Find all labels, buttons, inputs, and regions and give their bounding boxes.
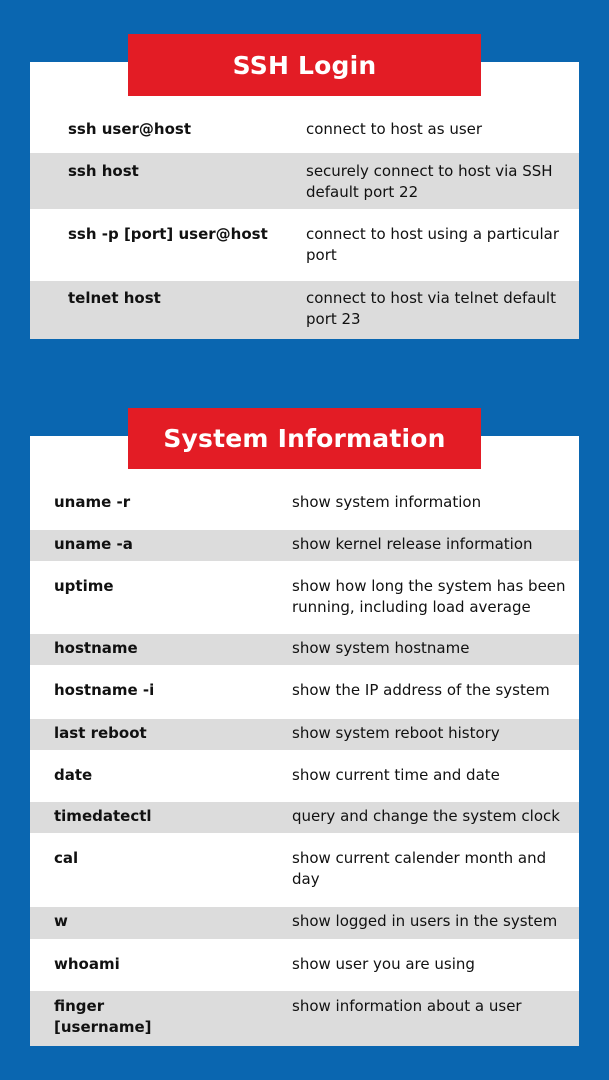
command-text: finger [username] [54, 997, 152, 1036]
description-text: show system reboot history [292, 724, 500, 742]
system-information-card [30, 436, 579, 1046]
command-text: timedatectl [54, 807, 152, 825]
command-text: ssh host [68, 162, 139, 180]
description-text: show current calender month and day [292, 849, 547, 888]
command-text: telnet host [68, 289, 161, 307]
table-row [30, 281, 579, 339]
command-text: uname -a [54, 535, 133, 553]
description-text: show system information [292, 493, 482, 511]
section-title-banner [128, 34, 481, 96]
description-text: connect to host using a particular port [306, 225, 559, 264]
table-row [30, 469, 579, 530]
command-text: cal [54, 849, 79, 867]
description-text: show information about a user [292, 997, 522, 1015]
description-text: show logged in users in the system [292, 912, 558, 930]
description-text: show how long the system has been running, including load average [292, 577, 566, 616]
table-row [30, 530, 579, 561]
ssh-login-card [30, 62, 579, 339]
command-text: date [54, 766, 93, 784]
command-text: uname -r [54, 493, 131, 511]
description-text: query and change the system clock [292, 807, 560, 825]
section-title: SSH Login [232, 50, 377, 80]
section-title-banner [128, 408, 481, 469]
description-text: connect to host via telnet default port 23 [306, 289, 556, 328]
table-row [30, 96, 579, 153]
description-text: show system hostname [292, 639, 470, 657]
table-row [30, 907, 579, 939]
description-text: connect to host as user [306, 120, 483, 138]
description-text: show current time and date [292, 766, 500, 784]
description-text: show user you are using [292, 955, 475, 973]
command-text: last reboot [54, 724, 147, 742]
command-text: hostname [54, 639, 138, 657]
command-text: ssh -p [port] user@host [68, 225, 268, 243]
table-row [30, 153, 579, 209]
command-text: w [54, 912, 68, 930]
table-row [30, 991, 579, 1046]
table-row [30, 750, 579, 802]
table-row [30, 561, 579, 634]
command-text: uptime [54, 577, 114, 595]
table-row [30, 939, 579, 991]
table-row [30, 802, 579, 833]
system-command-table [30, 469, 579, 1046]
command-text: whoami [54, 955, 120, 973]
table-row [30, 209, 579, 281]
description-text: show kernel release information [292, 535, 533, 553]
table-row [30, 665, 579, 719]
table-row [30, 833, 579, 907]
command-text: ssh user@host [68, 120, 192, 138]
table-row [30, 634, 579, 665]
table-row [30, 719, 579, 750]
command-text: hostname -i [54, 681, 155, 699]
ssh-command-table [30, 96, 579, 339]
description-text: securely connect to host via SSH default port 22 [306, 162, 553, 201]
description-text: show the IP address of the system [292, 681, 550, 699]
section-title: System Information [163, 424, 446, 453]
